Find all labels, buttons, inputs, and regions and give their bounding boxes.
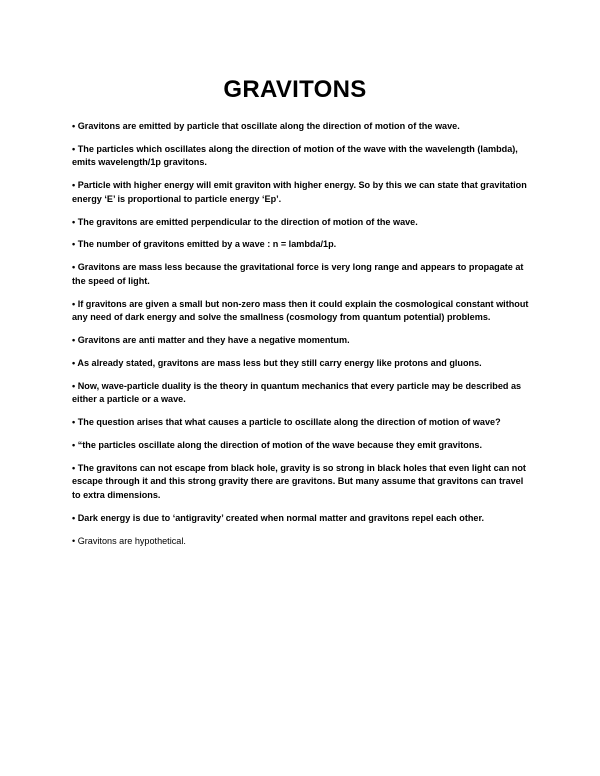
list-item: • The gravitons can not escape from black hole, gravity is so strong in black holes that even light can not escape through it and this strong gravity there are gravitons. But many assume that gravitons can travel to extra dimensions. xyxy=(72,462,526,500)
list-item: • Dark energy is due to ‘antigravity’ created when normal matter and gravitons repel each other. xyxy=(72,512,485,523)
list-item: • The question arises that what causes a particle to oscillate along the direction of motion of wave? xyxy=(72,417,501,428)
list-item: • Gravitons are emitted by particle that oscillate along the direction of motion of the wave. xyxy=(72,121,460,131)
list-item: • Particle with higher energy will emit graviton with higher energy. So by this we can state that gravitation energy ‘E’ is proportional to particle energy ‘Ep’. xyxy=(72,180,527,204)
list-item: • As already stated, gravitons are mass less but they still carry energy like protons and gluons. xyxy=(72,357,482,368)
bullet-list xyxy=(72,120,532,557)
list-item: • The number of gravitons emitted by a wave : n = lambda/1p. xyxy=(72,239,337,250)
list-item: • “the particles oscillate along the direction of motion of the wave because they emit gravitons. xyxy=(72,440,482,450)
list-item: • The gravitons are emitted perpendicular to the direction of motion of the wave. xyxy=(72,216,418,227)
list-item: • The particles which oscillates along the direction of motion of the wave with the wavelength (lambda), emits wavelength/1p gravitons. xyxy=(72,143,518,168)
page-title: GRAVITONS xyxy=(223,76,367,103)
list-item: • Gravitons are mass less because the gravitational force is very long range and appears to propagate at the speed of light. xyxy=(72,262,524,286)
list-item: • Now, wave-particle duality is the theory in quantum mechanics that every particle may be described as either a particle or a wave. xyxy=(72,380,522,405)
list-item: • Gravitons are hypothetical. xyxy=(72,535,186,546)
list-item: • If gravitons are given a small but non-zero mass then it could explain the cosmological constant without any need of dark energy and solve the smallness (cosmology from quantum potential) problems. xyxy=(72,298,529,323)
list-item: • Gravitons are anti matter and they have a negative momentum. xyxy=(72,334,350,345)
